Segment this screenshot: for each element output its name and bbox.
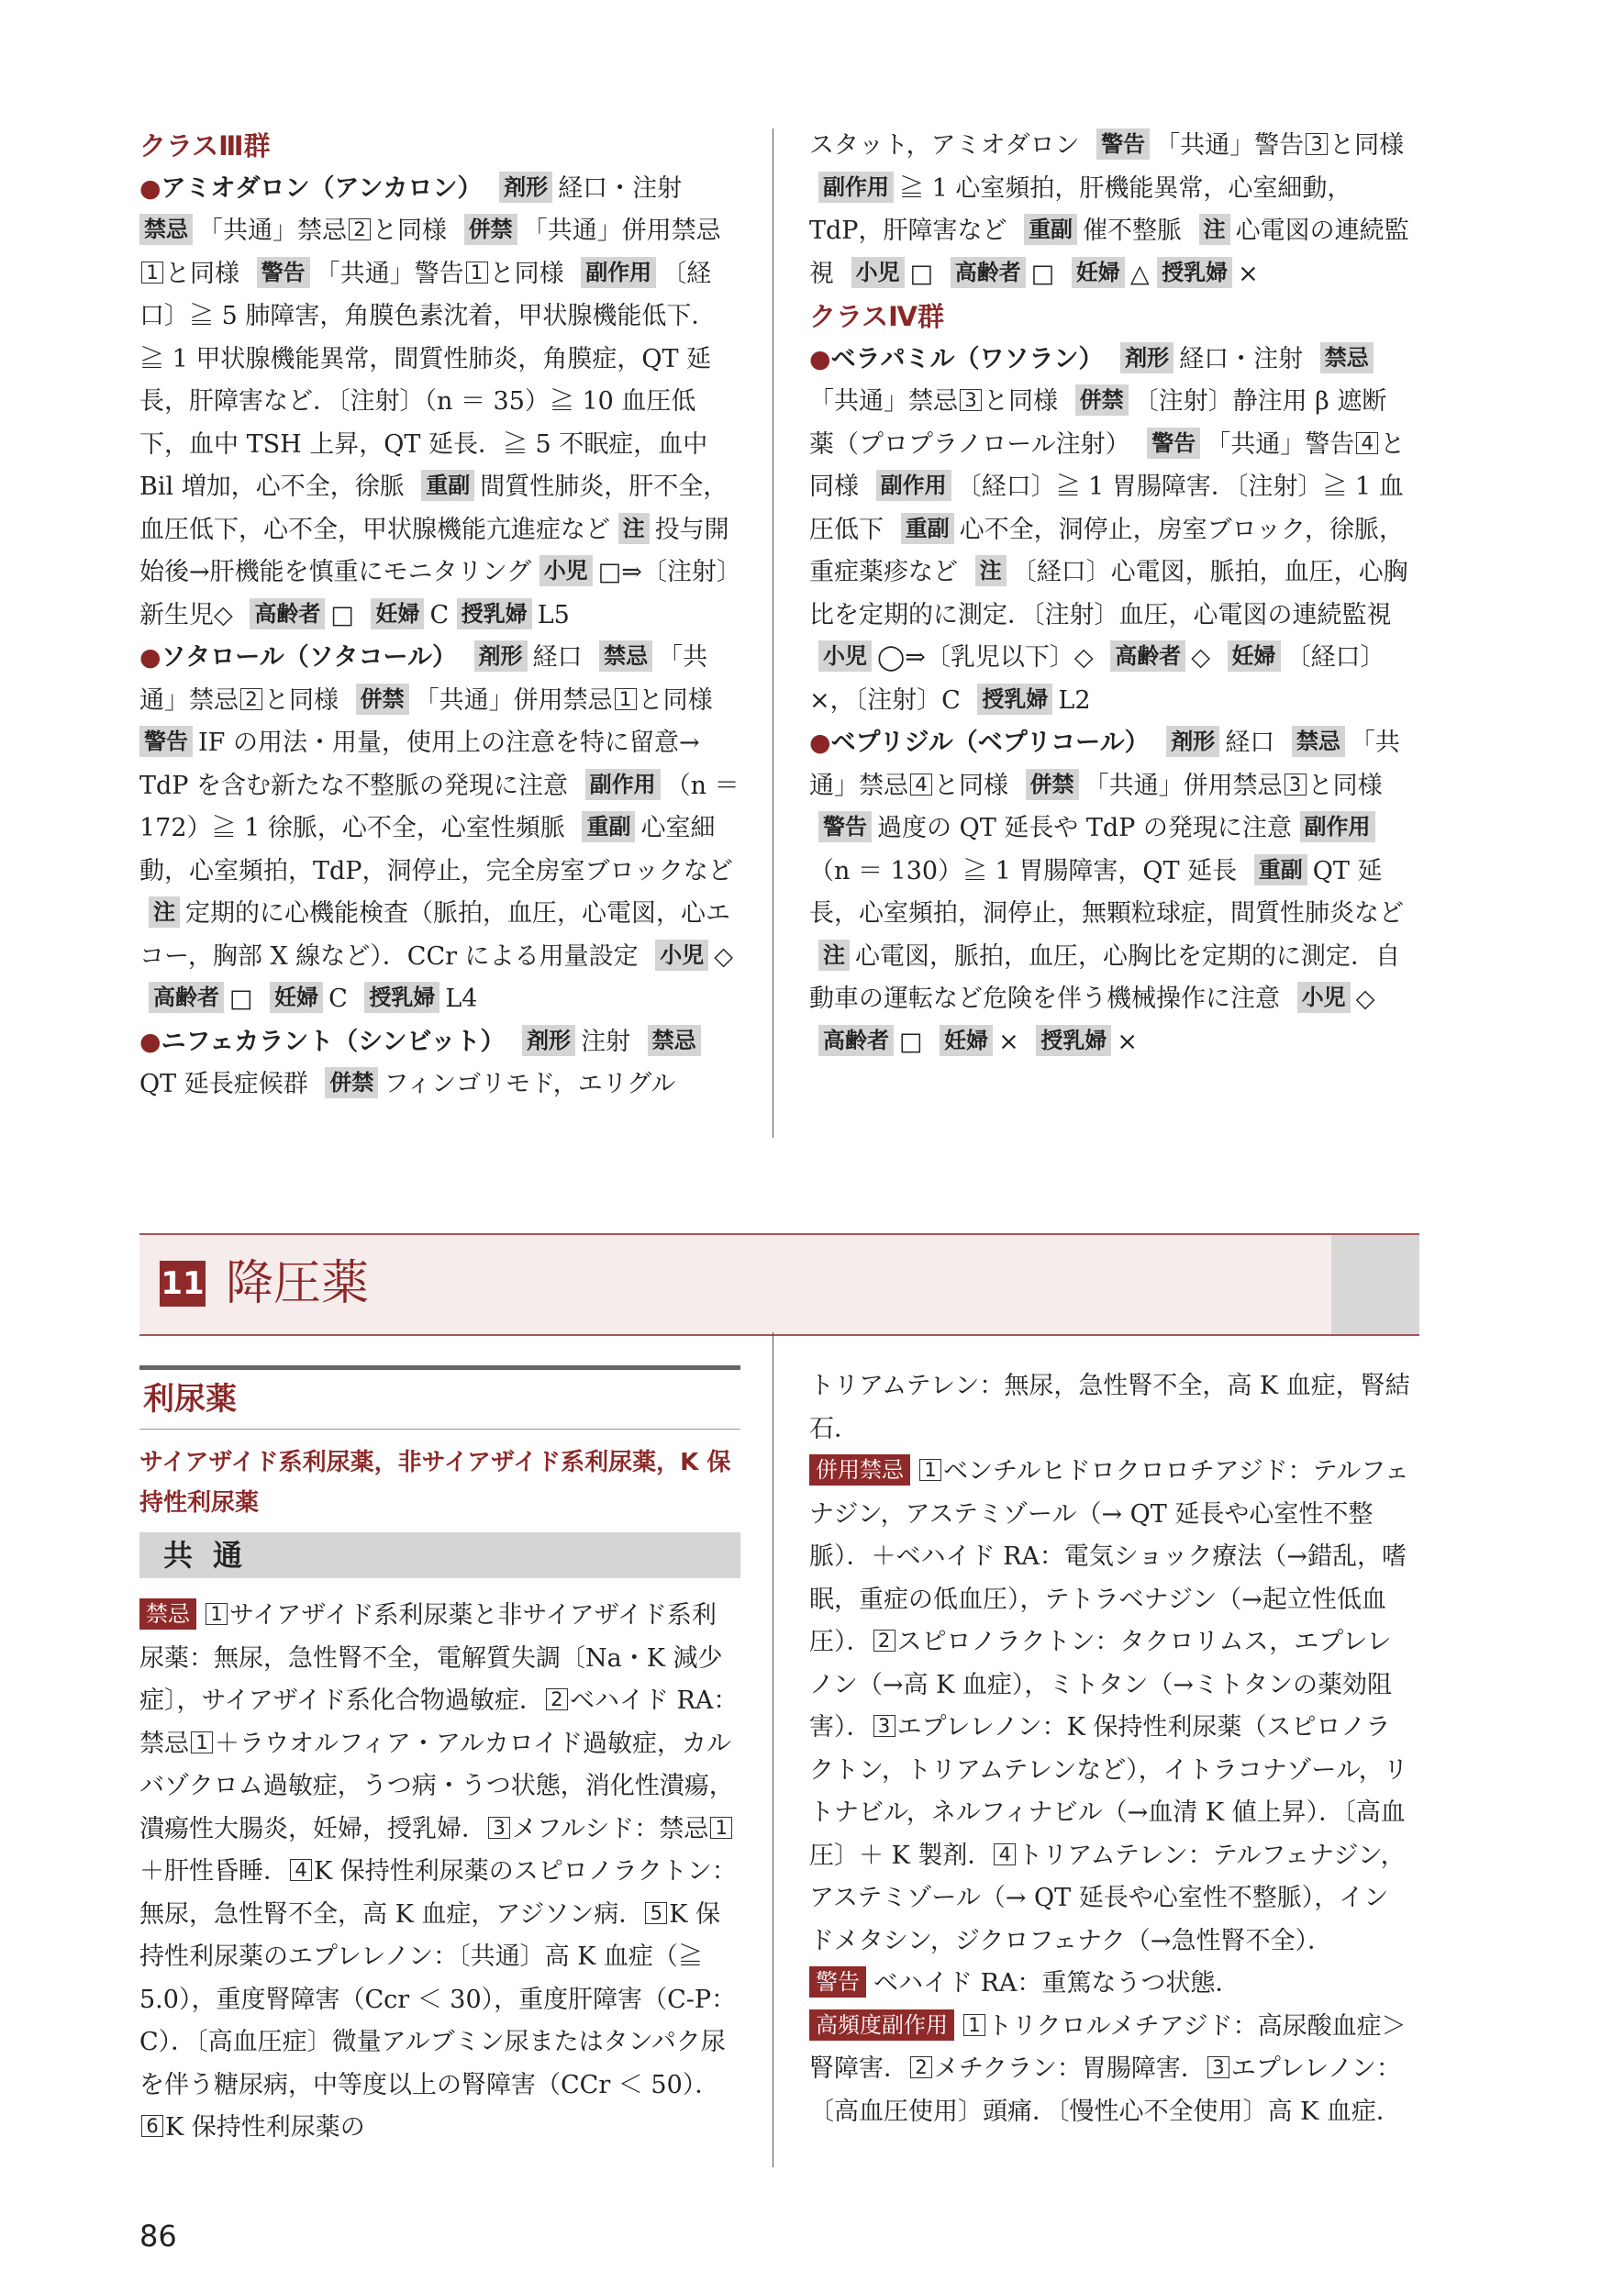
column-top-right — [809, 125, 1410, 1063]
tag-dosage-form: 剤形 — [499, 172, 552, 203]
tag-warning: 警告 — [1147, 428, 1200, 459]
contraindication-text: QT 延長症候群 — [139, 1070, 308, 1098]
tag-warning: 警告 — [257, 257, 310, 288]
tag-dosage-form: 剤形 — [1120, 342, 1174, 373]
ref-number: 3 — [960, 389, 982, 411]
bullet: ● — [809, 344, 831, 373]
tag-serious-side-effects: 重副 — [1024, 214, 1077, 245]
warning-text: 「共通」警告 — [1206, 429, 1355, 459]
tag-side-effects: 副作用 — [585, 769, 661, 800]
note-text: 投与開始後→肝機能を慎重にモニタリング — [139, 515, 729, 586]
note-text: 心電図の連続監視 — [809, 217, 1409, 288]
combo-item-3: エプレレノン：K 保持性利尿薬（スピロノラクトン，トリアムテレンなど），イトラコナゾール，リトナビル，ネルフィナビル（→血清 K 値上昇）．〔高血圧〕＋ K 製剤． — [809, 1713, 1408, 1870]
tag-frequent-side-effects: 高頻度副作用 — [809, 2009, 954, 2041]
elderly-text: □ — [229, 985, 253, 1013]
ref-number: 4 — [910, 774, 932, 796]
tag-warning: 警告 — [1096, 128, 1150, 160]
contra-item-3-rest: ＋肝性昏睡． — [139, 1857, 288, 1886]
tag-child: 小児 — [851, 257, 905, 288]
elderly-text: □ — [330, 600, 354, 629]
ref-number: 3 — [1285, 774, 1307, 796]
dosage-form: 注射 — [581, 1027, 631, 1056]
ref-number: 1 — [919, 1459, 941, 1481]
tag-serious-side-effects: 重副 — [901, 513, 954, 544]
contra-item-2-rest: ＋ラウオルフィア・アルカロイド過敏症，カルバゾクロム過敏症，うつ病・うつ状態，消化性潰瘍，潰瘍性大腸炎，妊婦，授乳婦． — [139, 1729, 734, 1843]
elderly-text: ◇ — [1191, 643, 1210, 672]
ref-number: 1 — [710, 1817, 732, 1839]
tag-contraindication: 禁忌 — [648, 1025, 701, 1056]
drug-name: ソタロール（ソタコール） — [161, 643, 457, 672]
serious-text: 間質性肺炎，肝不全，血圧低下，心不全，甲状腺機能亢進症など — [139, 473, 729, 544]
combination-suffix: と同様 — [165, 259, 239, 288]
tag-combination-contra: 併用禁忌 — [809, 1454, 910, 1486]
lactation-text: × — [1117, 1027, 1138, 1056]
side-effects-text: （n ＝ 130）≧ 1 胃腸障害，QT 延長 — [809, 856, 1238, 885]
tag-contraindication: 禁忌 — [139, 1598, 196, 1630]
ref-number: 4 — [994, 1843, 1016, 1865]
tag-note: 注 — [1199, 214, 1230, 245]
dosage-form: 経口 — [1225, 729, 1275, 757]
drug-entry-sotalol — [139, 637, 740, 1021]
subsection-heading: 利尿薬 — [139, 1365, 740, 1430]
warning-block — [809, 1963, 1410, 2006]
tag-contraindication: 禁忌 — [599, 640, 652, 672]
contraindication-suffix: と同様 — [264, 685, 339, 715]
side-effects-text: （n ＝ 172）≧ 1 徐脈，心不全，心室性頻脈 — [139, 771, 740, 842]
child-text: ◇ — [1355, 985, 1375, 1013]
tag-combination-contra: 併禁 — [1026, 769, 1079, 800]
ref-number: 3 — [1306, 133, 1328, 155]
section-number: 11 — [160, 1261, 206, 1307]
ref-number: 5 — [645, 1902, 667, 1924]
tag-combination-contra: 併禁 — [356, 684, 409, 715]
pregnancy-text: × — [998, 1027, 1019, 1056]
ref-number: 1 — [963, 2014, 985, 2036]
ref-number: 2 — [349, 218, 371, 240]
tag-note: 注 — [618, 513, 650, 544]
side-effects-text: ≧ 1 心室頻拍，肝機能異常，心室細動，TdP，肝障害など — [809, 173, 1352, 245]
contraindication-text: 「共通」禁忌 — [198, 217, 347, 245]
ref-number: 4 — [1356, 432, 1378, 454]
tag-pregnancy: 妊婦 — [1072, 257, 1125, 288]
warning-text: ベハイド RA：重篤なうつ状態． — [873, 1969, 1240, 1998]
class3-heading: クラスⅢ群 — [139, 130, 271, 161]
pregnancy-text: △ — [1129, 259, 1150, 288]
tag-elderly: 高齢者 — [1110, 640, 1185, 672]
note-text: 〔経口〕心電図，脈拍，血圧，心胸比を定期的に測定．〔注射〕血圧，心電図の連続監視 — [809, 558, 1408, 629]
contra-item-1: サイアザイド系利尿薬と非サイアザイド系利尿薬：無尿，急性腎不全，電解質失調〔Na・K 減少症〕，サイアザイド系化合物過敏症． — [139, 1601, 723, 1715]
contraindication-text: 「共通」禁忌 — [809, 387, 958, 416]
contra-item-3: メフルシド：禁忌 — [512, 1814, 709, 1843]
ref-number: 2 — [910, 2056, 932, 2078]
dosage-form: 経口 — [532, 643, 583, 672]
contra-item-4: K 保持性利尿薬のスピロノラクトン：無尿，急性腎不全，高 K 血症，アジソン病． — [139, 1857, 737, 1929]
bullet: ● — [139, 643, 161, 672]
serious-text: 催不整脈 — [1083, 217, 1183, 245]
combination-suffix: と同様 — [638, 685, 713, 715]
combination-text: 「共通」併用禁忌 — [522, 217, 721, 245]
freq-item-3: エプレレノン：〔高血圧使用〕頭痛．〔慢性心不全使用〕高 K 血症． — [809, 2054, 1402, 2126]
warning-suffix: と同様 — [809, 429, 1406, 501]
tag-warning: 警告 — [809, 1966, 866, 1998]
warning-suffix: と同様 — [489, 259, 564, 288]
contra-item-5: K 保持性利尿薬のエプレレノン：〔共通〕高 K 血症（≧ 5.0），重度腎障害（Ccr ＜ 30），重度肝障害（C-P：C）．〔高血圧症〕微量アルブミン尿またはタンパク尿を伴う糖尿病，中等度以上の腎障害（CCr ＜ 50）． — [139, 1899, 737, 2099]
ref-number: 1 — [206, 1603, 228, 1625]
lactation-text: L2 — [1058, 685, 1091, 715]
tag-elderly: 高齢者 — [149, 982, 224, 1013]
tag-side-effects: 副作用 — [581, 257, 656, 288]
side-effects-text: 〔経口〕≧ 5 肺障害，角膜色素沈着，甲状腺機能低下．≧ 1 甲状腺機能異常，間質性肺炎，角膜症，QT 延長，肝障害など．〔注射〕（n ＝ 35）≧ 10 血圧低下，血中 TSH 上昇，QT 延長．≧ 5 不眠症，血中 Bil 増加，心不全，徐脈 — [139, 259, 717, 501]
child-text: □ — [909, 259, 934, 288]
combo-item-2: スピロノラクトン：タクロリムス，エプレレノン（→高 K 血症），ミトタン（→ミトタンの薬効阻害）． — [809, 1628, 1393, 1742]
tag-combination-contra: 併禁 — [325, 1067, 378, 1098]
child-text: ◯⇒〔乳児以下〕◇ — [877, 643, 1094, 672]
combo-item-4: トリアムテレン：テルフェナジン，アステミゾール（→ QT 延長や心室性不整脈），インドメタシン，ジクロフェナク（→急性腎不全）． — [809, 1841, 1406, 1955]
note-text: 心電図，脈拍，血圧，心胸比を定期的に測定．自動車の運転など危険を伴う機械操作に注意 — [809, 941, 1400, 1013]
note-text: 定期的に心機能検査（脈拍，血圧，心電図，心エコー，胸部 X 線など）．CCr による用量設定 — [139, 899, 730, 971]
tag-combination-contra: 併禁 — [464, 214, 517, 245]
tag-pregnancy: 妊婦 — [940, 1025, 993, 1056]
combination-suffix: と同様 — [1307, 771, 1383, 800]
contraindication-suffix: と同様 — [934, 771, 1008, 800]
lactation-text: L4 — [445, 985, 478, 1013]
page-number: 86 — [139, 2219, 177, 2254]
freq-item-1: トリクロルメチアジド：高尿酸血症＞腎障害． — [809, 2011, 1407, 2083]
continuation-text: スタット，アミオダロン — [809, 131, 1080, 160]
ref-number: 4 — [290, 1859, 312, 1881]
tag-lactation: 授乳婦 — [977, 684, 1052, 715]
contraindication-text: 「共通」禁忌 — [809, 729, 1400, 800]
pregnancy-text: C — [328, 985, 348, 1013]
tag-dosage-form: 剤形 — [1166, 726, 1219, 757]
tag-pregnancy: 妊婦 — [270, 982, 323, 1013]
banner-grey-block — [1331, 1235, 1419, 1334]
tag-serious-side-effects: 重副 — [1254, 854, 1307, 885]
tag-elderly: 高齢者 — [951, 257, 1026, 288]
tag-pregnancy: 妊婦 — [1228, 640, 1281, 672]
warning-text: 過度の QT 延長や TdP の発現に注意 — [877, 814, 1292, 842]
elderly-text: □ — [1030, 259, 1055, 288]
warning-text: 「共通」警告 — [315, 259, 464, 288]
freq-item-2: メチクラン：胃腸障害． — [934, 2054, 1206, 2083]
drug-entry-continuation — [809, 125, 1410, 295]
combo-item-1: ベンチルヒドロクロロチアジド：テルフェナジン，アステミゾール（→ QT 延長や心室性不整脈）．＋ベハイド RA：電気ショック療法（→錯乱，嗜眠，重症の低血圧），テトラベナジン（→起立性低血圧）． — [809, 1457, 1409, 1656]
ref-number: 2 — [240, 688, 262, 710]
column-top-left — [139, 125, 740, 1107]
child-text: ◇ — [714, 941, 733, 971]
warning-text: 「共通」警告 — [1155, 131, 1305, 160]
tag-child: 小児 — [539, 555, 593, 586]
contraindication-text: 「共通」禁忌 — [139, 643, 708, 715]
ref-number: 3 — [1207, 2056, 1229, 2078]
serious-text: QT 延長，心室頻拍，洞停止，無顆粒球症，間質性肺炎など — [809, 856, 1404, 928]
combination-contraindications — [809, 1451, 1410, 1963]
section-banner — [139, 1233, 1419, 1336]
bullet: ● — [139, 173, 161, 203]
tag-dosage-form: 剤形 — [474, 640, 528, 672]
combination-text: 「共通」併用禁忌 — [414, 685, 613, 715]
tag-contraindication: 禁忌 — [139, 214, 193, 245]
combination-text: 〔注射〕静注用 β 遮断薬（プロプラノロール注射） — [809, 387, 1387, 459]
contra-continuation: トリアムテレン：無尿，急性腎不全，高 K 血症，腎結石． — [809, 1372, 1410, 1443]
ref-number: 1 — [191, 1731, 213, 1753]
combination-text: フィンゴリモド，エリグル — [384, 1070, 676, 1098]
tag-lactation: 授乳婦 — [364, 982, 439, 1013]
tag-side-effects: 副作用 — [818, 172, 894, 203]
tag-child: 小児 — [1297, 982, 1351, 1013]
column-bottom-right — [809, 1365, 1410, 2133]
lactation-text: L5 — [537, 600, 570, 629]
serious-text: 心不全，洞停止，房室ブロック，徐脈，重症薬疹など — [809, 515, 1404, 586]
tag-elderly: 高齢者 — [250, 598, 325, 629]
tag-lactation: 授乳婦 — [1036, 1025, 1111, 1056]
dosage-form: 経口・注射 — [1179, 344, 1304, 373]
ref-number: 1 — [615, 688, 637, 710]
side-effects-text: 〔経口〕≧ 1 胃腸障害．〔注射〕≧ 1 血圧低下 — [809, 473, 1404, 544]
contraindication-suffix: と同様 — [984, 387, 1058, 416]
drug-name: ベプリジル（ベプリコール） — [830, 729, 1150, 757]
tag-pregnancy: 妊婦 — [371, 598, 424, 629]
lactation-text: × — [1238, 259, 1259, 288]
common-heading: 共通 — [139, 1532, 740, 1578]
tag-lactation: 授乳婦 — [1157, 257, 1232, 288]
tag-contraindication: 禁忌 — [1292, 726, 1345, 757]
tag-combination-contra: 併禁 — [1075, 384, 1129, 416]
tag-serious-side-effects: 重副 — [582, 811, 635, 842]
drug-entry-amiodarone — [139, 168, 740, 638]
tag-child: 小児 — [818, 640, 872, 672]
class4-heading: クラスⅣ群 — [809, 301, 944, 332]
tag-note: 注 — [975, 555, 1007, 586]
tag-dosage-form: 剤形 — [522, 1025, 575, 1056]
drug-entry-verapamil — [809, 339, 1410, 723]
ref-number: 3 — [488, 1817, 510, 1839]
ref-number: 3 — [873, 1715, 895, 1737]
tag-side-effects: 副作用 — [876, 470, 951, 501]
tag-side-effects: 副作用 — [1300, 811, 1375, 842]
common-contraindications — [139, 1595, 740, 2150]
ref-number: 2 — [873, 1630, 895, 1652]
dosage-form: 経口・注射 — [558, 173, 683, 203]
bullet: ● — [139, 1027, 161, 1056]
ref-number: 1 — [466, 262, 488, 284]
serious-text: 心室細動，心室頻拍，TdP，洞停止，完全房室ブロックなど — [139, 814, 733, 885]
warning-suffix: と同様 — [1329, 131, 1405, 160]
warning-text: IF の用法・用量，使用上の注意を特に留意→ TdP を含む新たな不整脈の発現に注意 — [139, 729, 700, 800]
ref-number: 1 — [141, 262, 163, 284]
tag-note: 注 — [818, 940, 850, 971]
pregnancy-text: 〔経口〕×，〔注射〕C — [809, 643, 1385, 715]
drug-entry-bepridil — [809, 722, 1410, 1063]
elderly-text: □ — [899, 1027, 923, 1056]
column-bottom-left — [139, 1365, 740, 2150]
tag-elderly: 高齢者 — [818, 1025, 894, 1056]
contra-item-6: K 保持性利尿薬の — [165, 2113, 365, 2142]
bullet: ● — [809, 729, 831, 757]
drug-entry-nifekalant — [139, 1021, 740, 1107]
tag-lactation: 授乳婦 — [457, 598, 532, 629]
drug-name: ニフェカラント（シンビット） — [161, 1027, 506, 1056]
drug-name: アミオダロン（アンカロン） — [161, 173, 483, 203]
subsection-description: サイアザイド系利尿薬，非サイアザイド系利尿薬，K 保持性利尿薬 — [139, 1449, 731, 1517]
tag-contraindication: 禁忌 — [1320, 342, 1374, 373]
tag-warning: 警告 — [139, 726, 193, 757]
pregnancy-text: C — [429, 600, 450, 629]
drug-name: ベラパミル（ワソラン） — [830, 344, 1104, 373]
tag-serious-side-effects: 重副 — [421, 470, 474, 501]
contra-item-2: ベハイド RA：禁忌 — [139, 1686, 739, 1758]
tag-child: 小児 — [655, 940, 708, 971]
contraindication-suffix: と同様 — [373, 217, 447, 245]
child-text: □⇒〔注射〕新生児◇ — [139, 558, 729, 629]
tag-warning: 警告 — [818, 811, 872, 842]
section-title: 降圧薬 — [226, 1256, 370, 1311]
tag-note: 注 — [149, 896, 180, 928]
ref-number: 2 — [546, 1688, 568, 1710]
ref-number: 6 — [141, 2115, 163, 2137]
combination-text: 「共通」併用禁忌 — [1084, 771, 1283, 800]
frequent-side-effects — [809, 2006, 1410, 2134]
